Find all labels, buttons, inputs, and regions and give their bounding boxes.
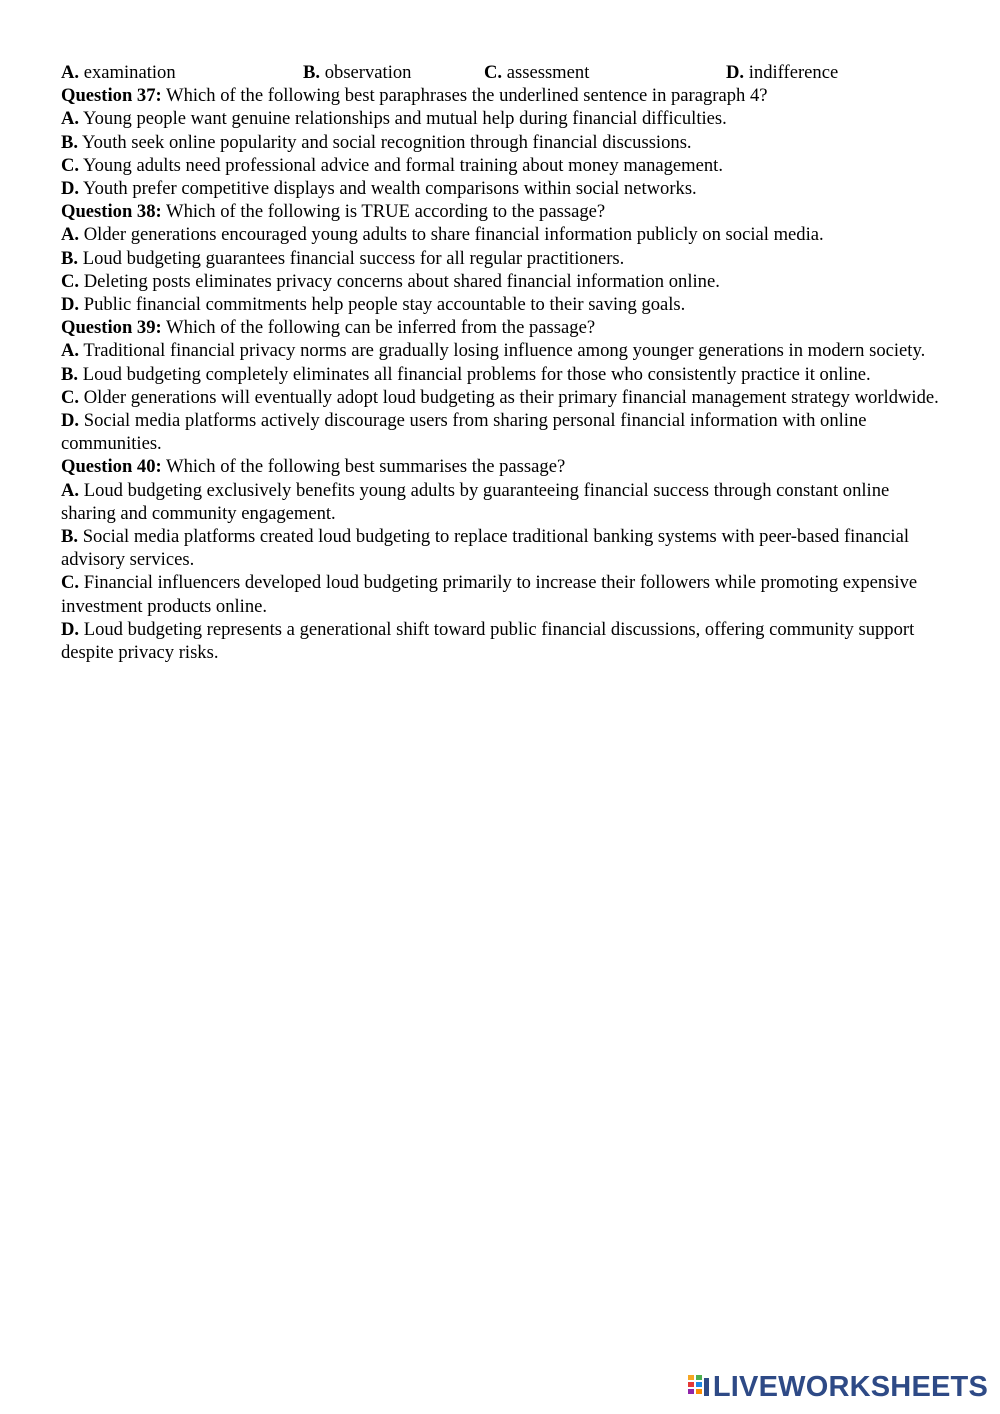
option-letter: B.	[303, 62, 321, 83]
option-letter: A.	[61, 108, 80, 130]
option-text: Loud budgeting represents a generational shift toward public financial discussions, offering community support despite privacy risks.	[61, 618, 915, 664]
option-letter: A.	[61, 340, 80, 362]
option-text: Loud budgeting exclusively benefits young adults by guaranteeing financial success through constant online sharing and community engagement.	[61, 479, 890, 524]
option-text: Social media platforms actively discourage users from sharing personal financial information with online communities.	[61, 410, 867, 455]
question-40-option-d[interactable]	[61, 618, 941, 664]
question-38-option-a[interactable]	[61, 223, 941, 246]
option-text: observation	[324, 62, 412, 83]
option-letter: A.	[61, 224, 80, 246]
option-text: Youth prefer competitive displays and wealth comparisons within social networks.	[83, 178, 697, 199]
option-letter: D.	[61, 178, 80, 199]
option-letter: D.	[726, 62, 745, 83]
question-39-stem	[61, 316, 941, 339]
logo-text: LIVEWORKSHEETS	[712, 1370, 988, 1403]
option-d[interactable]	[726, 61, 838, 84]
option-letter: C.	[61, 270, 80, 292]
worksheet-content	[61, 61, 941, 664]
option-letter: B.	[61, 247, 79, 269]
question-39-option-b[interactable]	[61, 363, 941, 386]
question-label: Question 39:	[61, 317, 162, 339]
question-37-option-c[interactable]	[61, 154, 941, 177]
option-text: Social media platforms created loud budgeting to replace traditional banking systems with peer-based financial advisory services.	[61, 526, 909, 571]
question-text: Which of the following best paraphrases the underlined sentence in paragraph 4?	[166, 85, 768, 107]
option-text: Older generations encouraged young adults to share financial information publicly on social media.	[83, 224, 824, 246]
option-letter: D.	[61, 294, 80, 316]
question-38-stem	[61, 200, 941, 223]
option-letter: D.	[61, 410, 80, 432]
option-letter: C.	[61, 154, 80, 176]
question-37-option-a[interactable]	[61, 107, 941, 130]
question-text: Which of the following is TRUE according to the passage?	[166, 201, 606, 223]
option-text: examination	[83, 62, 176, 83]
option-letter: C.	[61, 572, 80, 594]
option-text: assessment	[506, 62, 590, 83]
option-letter: C.	[484, 62, 503, 83]
option-b[interactable]	[303, 61, 411, 84]
option-text: Loud budgeting guarantees financial success for all regular practitioners.	[82, 247, 625, 269]
question-text: Which of the following best summarises the passage?	[166, 456, 566, 478]
option-letter: C.	[61, 386, 80, 408]
option-letter: A.	[61, 62, 80, 83]
option-a[interactable]	[61, 61, 176, 84]
question-39-option-a[interactable]	[61, 339, 941, 362]
question-label: Question 40:	[61, 456, 162, 478]
option-text: Traditional financial privacy norms are gradually losing influence among younger generations in modern society.	[83, 340, 926, 362]
option-text: indifference	[748, 62, 839, 83]
option-letter: D.	[61, 618, 80, 640]
question-label: Question 37:	[61, 85, 162, 107]
option-text: Public financial commitments help people stay accountable to their saving goals.	[83, 294, 686, 316]
question-36-options	[61, 61, 941, 84]
question-label: Question 38:	[61, 201, 162, 223]
option-letter: B.	[61, 131, 79, 153]
option-text: Loud budgeting completely eliminates all financial problems for those who consistently practice it online.	[82, 363, 871, 385]
question-37-option-d[interactable]	[61, 177, 941, 200]
option-text: Older generations will eventually adopt loud budgeting as their primary financial management strategy worldwide.	[83, 386, 939, 408]
question-37-option-b[interactable]	[61, 131, 941, 154]
option-letter: A.	[61, 479, 80, 501]
question-38-option-c[interactable]	[61, 270, 941, 293]
option-text: Young people want genuine relationships and mutual help during financial difficulties.	[83, 108, 727, 130]
question-40-option-b[interactable]	[61, 525, 941, 571]
option-letter: B.	[61, 526, 79, 548]
question-38-option-b[interactable]	[61, 247, 941, 270]
question-40-stem	[61, 455, 941, 478]
liveworksheets-logo[interactable]	[688, 1372, 988, 1402]
option-letter: B.	[61, 363, 79, 385]
question-40-option-c[interactable]	[61, 571, 941, 617]
liveworksheets-logo-icon	[688, 1375, 710, 1399]
question-40-option-a[interactable]	[61, 479, 941, 525]
option-text: Young adults need professional advice and formal training about money management.	[83, 154, 723, 176]
option-c[interactable]	[484, 61, 589, 84]
option-text: Financial influencers developed loud budgeting primarily to increase their followers while promoting expensive investment products online.	[61, 572, 918, 617]
question-text: Which of the following can be inferred from the passage?	[166, 317, 596, 339]
question-39-option-c[interactable]	[61, 386, 941, 409]
option-text: Youth seek online popularity and social recognition through financial discussions.	[82, 131, 692, 153]
question-38-option-d[interactable]	[61, 293, 941, 316]
question-37-stem	[61, 84, 941, 107]
question-39-option-d[interactable]	[61, 409, 941, 455]
option-text: Deleting posts eliminates privacy concerns about shared financial information online.	[83, 270, 720, 292]
